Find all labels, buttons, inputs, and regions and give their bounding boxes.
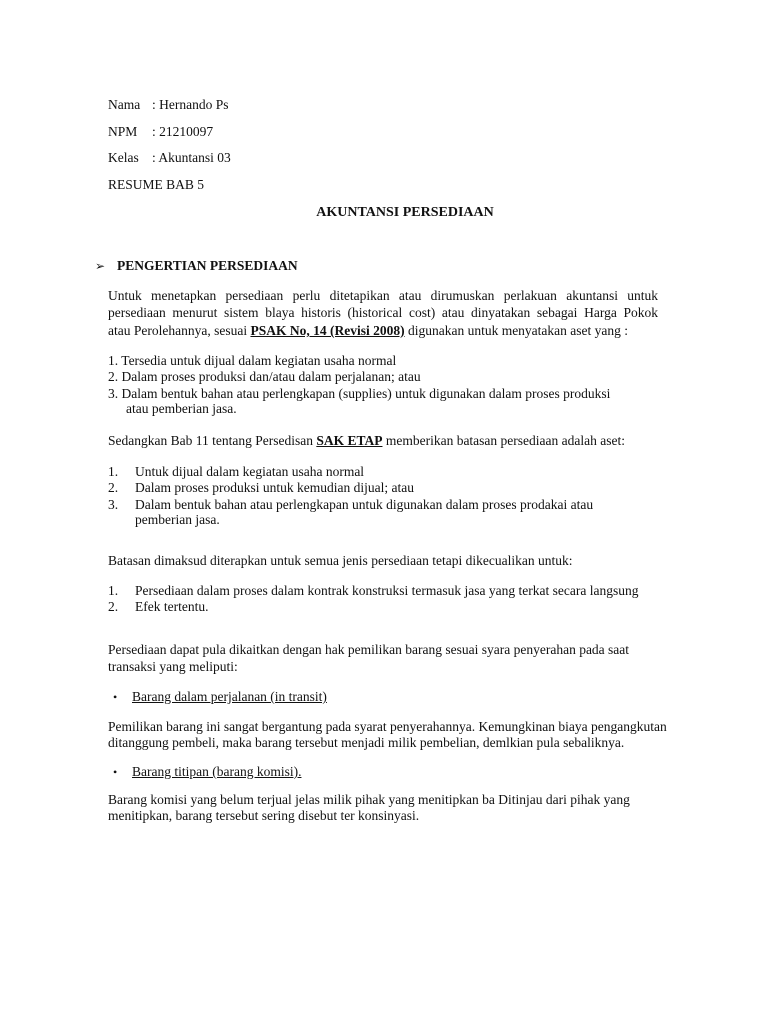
list-number: 1. [108,583,119,598]
batasan-line: Batasan dimaksud diterapkan untuk semua jenis persediaan tetapi dikecualikan untuk: [108,553,573,568]
intro-line-3-pre: atau Perolehannya, sesuai [108,323,248,338]
arrow-bullet-icon: ➢ [95,259,106,273]
list-item [108,369,421,385]
transit-line-1: Pemilikan barang ini sangat bergantung pada syarat penyerahannya. Kemungkinan biaya pengangkutan [108,719,667,734]
list-number: 2. [108,369,119,384]
sak-pre: Sedangkan Bab 11 tentang Persedisan [108,433,313,448]
bullet-icon: • [113,765,118,779]
list-number: 3. [108,386,119,401]
intro-line-1: Untuk menetapkan persediaan perlu ditetapikan atau dirumuskan perlakuan akuntansi untuk [108,288,658,303]
pemilikan-line-2: transaksi yang meliputi: [108,659,238,674]
pemilikan-line-1: Persediaan dapat pula dikaitkan dengan hak pemilikan barang sesuai syara penyerahan pada saat [108,642,630,657]
bullet-item [113,689,327,705]
kelas-label: Kelas [108,150,139,165]
bullet-text: Barang titipan (barang komisi). [132,764,302,779]
list-number: 1. [108,353,119,368]
komisi-line-1: Barang komisi yang belum terjual jelas milik pihak yang menitipkan ba Ditinjau dari pihak yang [108,792,630,807]
list-number: 3. [108,497,119,512]
list-item-continuation: pemberian jasa. [135,512,220,527]
list-item [108,480,414,496]
list-item-continuation: atau pemberian jasa. [126,401,237,416]
psak-reference: PSAK No, 14 (Revisi 2008) [250,323,405,338]
transit-line-2: ditanggung pembeli, maka barang tersebut menjadi milik pembelian, demlkian pula sebaliknya. [108,735,625,750]
npm-label: NPM [108,124,138,139]
resume-label: RESUME BAB 5 [108,177,205,192]
nama-value: : Hernando Ps [152,97,229,112]
list-number: 2. [108,599,119,614]
intro-line-3 [108,323,628,339]
list-item [108,386,610,402]
list-item [108,464,364,480]
list-text: Persediaan dalam proses dalam kontrak konstruksi termasuk jasa yang terkat secara langsung [135,583,639,598]
list-text: Dalam bentuk bahan atau perlengkapan untuk digunakan dalam proses prodakai atau [135,497,594,512]
list-text: Dalam proses produksi dan/atau dalam perjalanan; atau [121,369,421,384]
list-text: Tersedia untuk dijual dalam kegiatan usaha normal [121,353,397,368]
list-item [108,583,638,599]
kelas-value: : Akuntansi 03 [152,150,231,165]
list-item [108,497,593,513]
section-heading-row [95,258,298,274]
document-title: AKUNTANSI PERSEDIAAN [316,205,494,220]
section-heading: PENGERTIAN PERSEDIAAN [117,258,298,273]
intro-line-3-post: digunakan untuk menyatakan aset yang : [407,323,629,338]
list-text: Untuk dijual dalam kegiatan usaha normal [135,464,365,479]
npm-value: : 21210097 [152,124,214,139]
komisi-line-2: menitipkan, barang tersebut sering disebut ter konsinyasi. [108,808,420,823]
nama-label: Nama [108,97,141,112]
bullet-icon: • [113,690,118,704]
list-item [108,353,396,369]
list-number: 2. [108,480,119,495]
bullet-text: Barang dalam perjalanan (in transit) [132,689,327,704]
list-item [108,599,208,615]
sak-etap-line [108,433,625,449]
list-number: 1. [108,464,119,479]
list-text: Efek tertentu. [135,599,209,614]
sak-etap-reference: SAK ETAP [316,433,383,448]
sak-post: memberikan batasan persediaan adalah aset: [385,433,625,448]
list-text: Dalam bentuk bahan atau perlengkapan (supplies) untuk digunakan dalam proses produksi [121,386,611,401]
list-text: Dalam proses produksi untuk kemudian dijual; atau [135,480,414,495]
bullet-item [113,764,301,780]
intro-line-2: persediaan menurut sistem blaya historis (historical cost) atau dinyatakan sebagai Harga Pokok [108,305,658,320]
